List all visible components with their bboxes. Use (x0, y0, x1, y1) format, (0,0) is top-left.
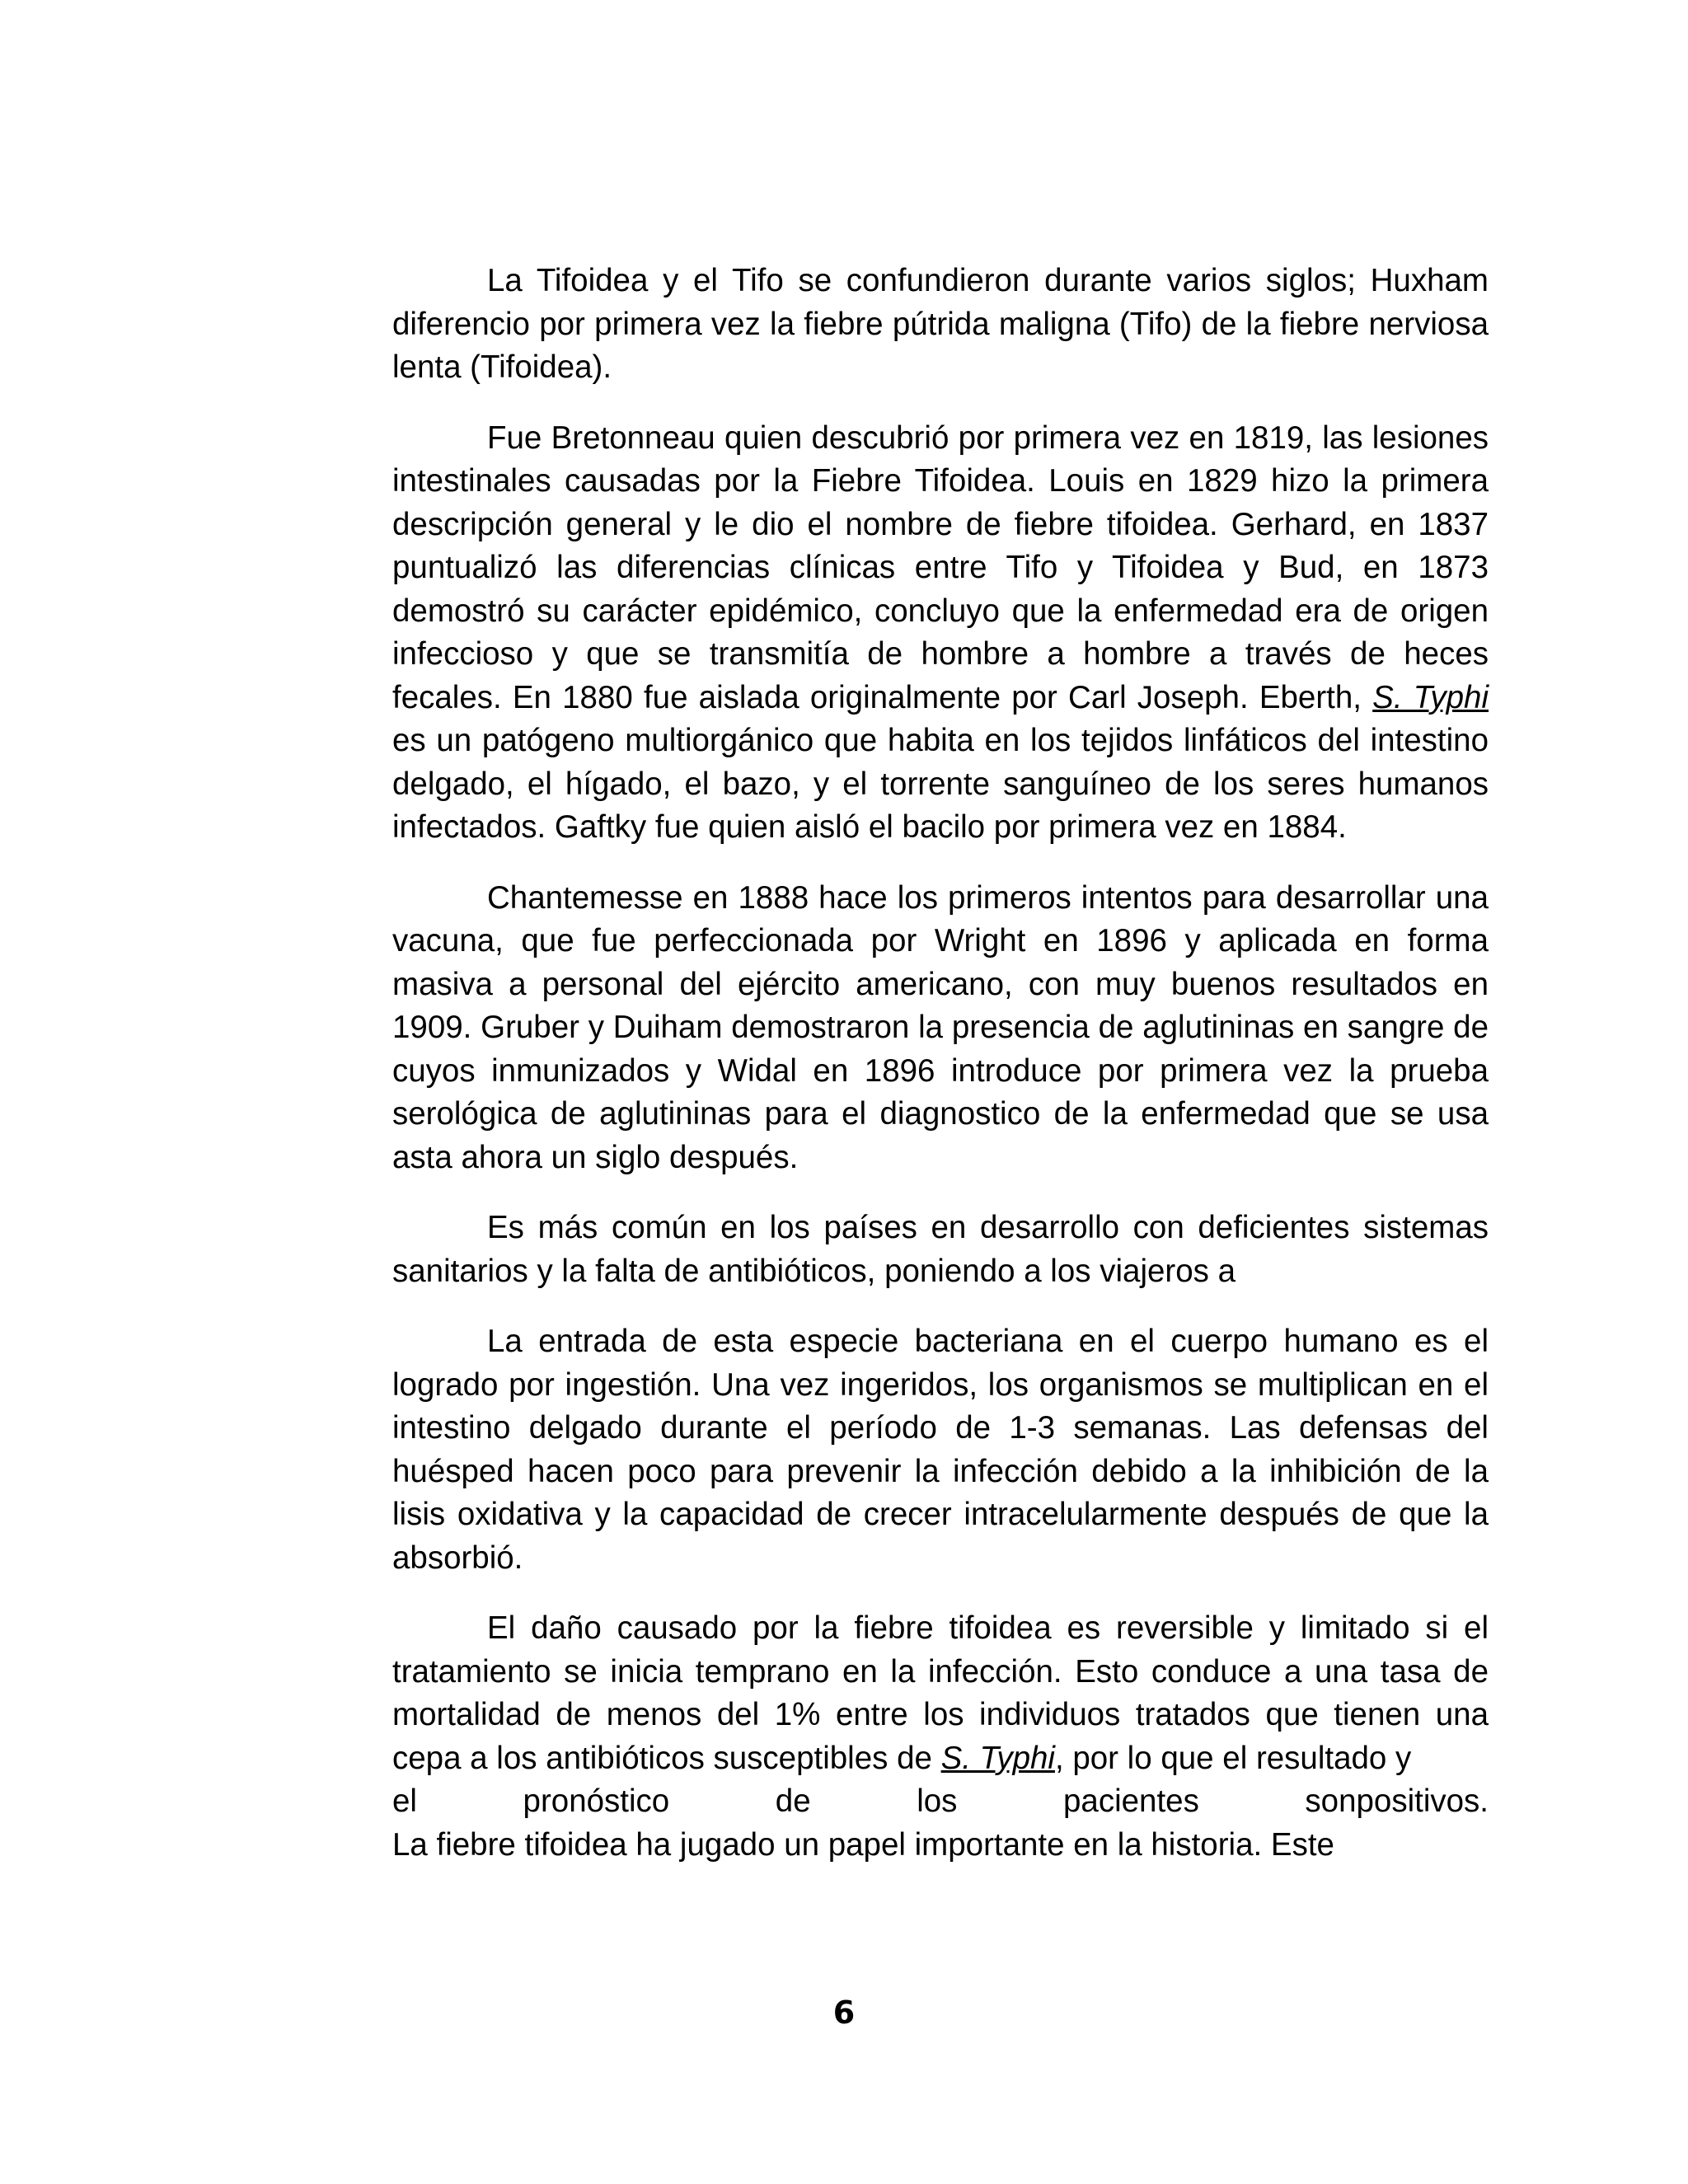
species-name: S. Typhi (940, 1740, 1055, 1776)
paragraph-6-justified-line: el pronóstico de los pacientes sonpositivos. (392, 1783, 1489, 1819)
paragraph-6-text-start: El daño causado por la fiebre tifoidea es reversible y limitado si el tratamiento se inicia temprano en la infección. Esto conduce a una tasa de mortalidad de menos del 1% entre los individuos tratados que tienen una cepa a los antibióticos susceptibles de (392, 1610, 1489, 1776)
paragraph-2 (392, 417, 1489, 850)
paragraph-5 (392, 1320, 1489, 1580)
paragraph-4 (392, 1207, 1489, 1293)
body-text (392, 260, 1489, 1894)
paragraph-3 (392, 877, 1489, 1180)
paragraph-2-text-end: es un patógeno multiorgánico que habita en los tejidos linfáticos del intestino delgado, el hígado, el bazo, y el torrente sanguíneo de los seres humanos infectados. Gaftky fue quien aisló el bacilo por primera vez en 1884. (392, 723, 1489, 845)
paragraph-5-text: La entrada de esta especie bacteriana en el cuerpo humano es el logrado por ingestión. Una vez ingeridos, los organismos se multiplican en el intestino delgado durante el período de 1-3 semanas. Las defensas del huésped hacen poco para prevenir la infección debido a la inhibición de la lisis oxidativa y la capacidad de crecer intracelularmente después de que la absorbió. (392, 1324, 1489, 1576)
paragraph-4-text: Es más común en los países en desarrollo con deficientes sistemas sanitarios y la falta de antibióticos, poniendo a los viajeros a (392, 1210, 1489, 1289)
paragraph-1 (392, 260, 1489, 390)
paragraph-2-text-start: Fue Bretonneau quien descubrió por primera vez en 1819, las lesiones intestinales causadas por la Fiebre Tifoidea. Louis en 1829 hizo la primera descripción general y le dio el nombre de fiebre tifoidea. Gerhard, en 1837 puntualizó las diferencias clínicas entre Tifo y Tifoidea y Bud, en 1873 demostró su carácter epidémico, concluyo que la enfermedad era de origen infeccioso y que se transmitía de hombre a hombre a través de heces fecales. En 1880 fue aislada originalmente por Carl Joseph. Eberth, (392, 419, 1489, 715)
species-name: S. Typhi (1372, 679, 1489, 715)
paragraph-6-text-mid: , por lo que el resultado y (1054, 1740, 1412, 1776)
paragraph-1-text: La Tifoidea y el Tifo se confundieron durante varios siglos; Huxham diferencio por primera vez la fiebre pútrida maligna (Tifo) de la fiebre nerviosa lenta (Tifoidea). (392, 263, 1489, 385)
paragraph-6 (392, 1607, 1489, 1867)
paragraph-6-text-end: La fiebre tifoidea ha jugado un papel importante en la historia. Este (392, 1826, 1334, 1863)
paragraph-3-text: Chantemesse en 1888 hace los primeros intentos para desarrollar una vacuna, que fue perfeccionada por Wright en 1896 y aplicada en forma masiva a personal del ejército americano, con muy buenos resultados en 1909. Gruber y Duiham demostraron la presencia de aglutininas en sangre de cuyos inmunizados y Widal en 1896 introduce por primera vez la prueba serológica de aglutininas para el diagnostico de la enfermedad que se usa asta ahora un siglo después. (392, 879, 1489, 1175)
page-number: 6 (832, 1994, 856, 2031)
